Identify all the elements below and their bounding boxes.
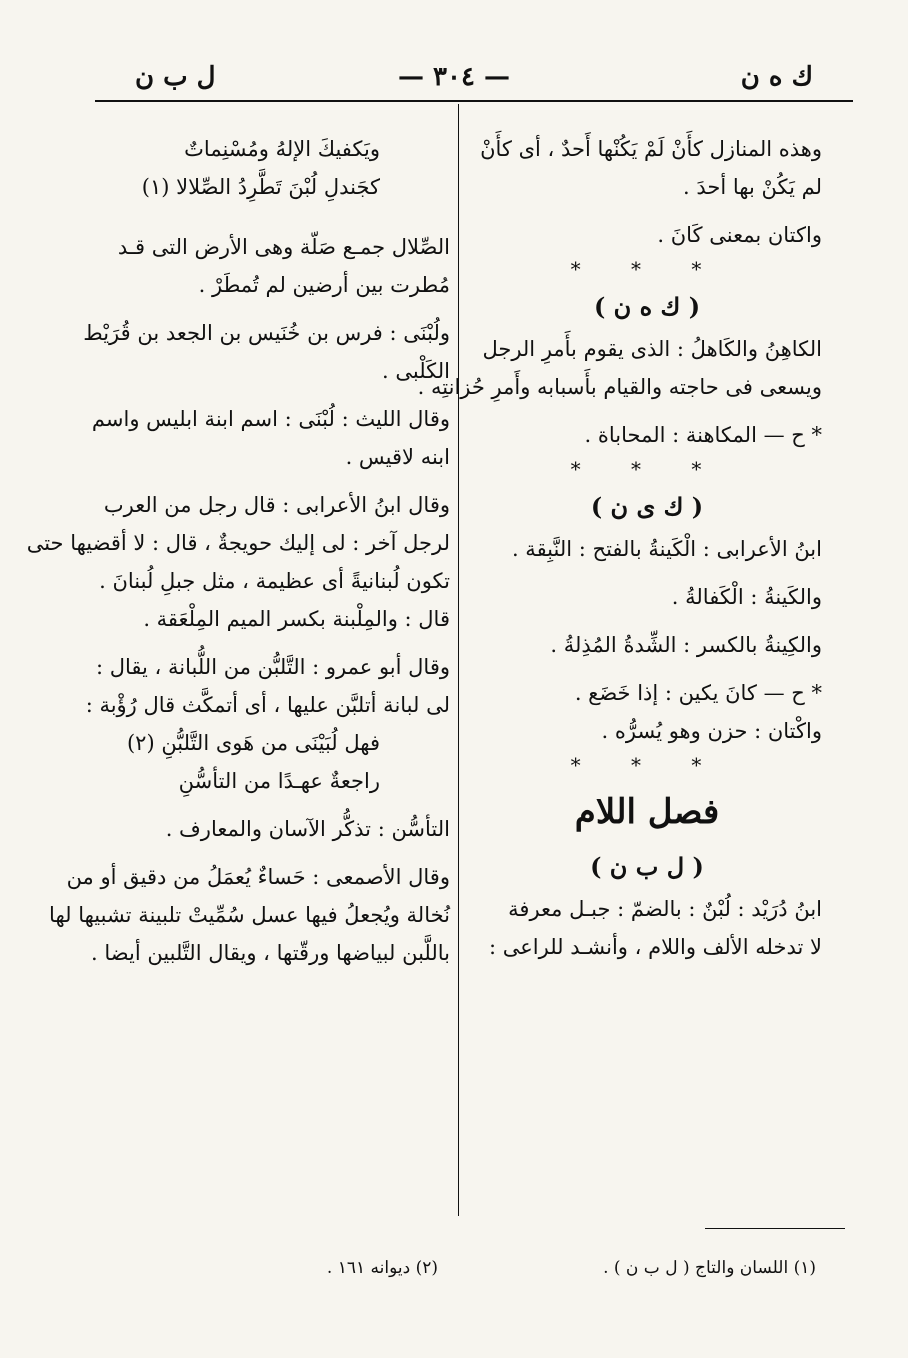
text-line: نُخالة ويُجعلُ فيها عسل سُمِّيتْ تلبينة تشبيها لها xyxy=(49,903,450,927)
poem-line: كجَندلِ لُبْنَ تَطَّرِدُ الصِّلالا (١) xyxy=(141,175,380,199)
text-line: ابنُ الأعرابى : الْكَينةُ بالفتح : النَّبِقة . xyxy=(511,537,822,561)
text-line: وقال الأصمعى : حَساءٌ يُعمَلُ من دقيق أو من xyxy=(66,865,450,889)
header-rule xyxy=(95,100,853,102)
section-heading-khn: ( ك ه ن ) xyxy=(593,292,701,321)
text-line: ابنُ دُرَيْد : لُبْنٌ : بالضمّ : جبـل معرفة xyxy=(508,897,822,921)
text-line: لى لبانة أتلبَّن عليها ، أى أتمكَّث قال رُؤْبة : xyxy=(85,693,450,717)
section-heading-lbn: ( ل ب ن ) xyxy=(590,852,704,881)
section-separator: * * * xyxy=(570,753,724,777)
text-line: واكتان بمعنى كَانَ . xyxy=(657,223,822,247)
text-line: التأسُّن : تذكُّر الآسان والمعارف . xyxy=(165,817,450,841)
text-line: والكَينةُ : الْكَفالةُ . xyxy=(671,585,822,609)
text-line: * ح — المكاهنة : المحاباة . xyxy=(584,423,822,447)
text-line: الكَلْبى . xyxy=(382,359,450,383)
poem-line: راجعةٌ عهـدًا من التأسُّنِ xyxy=(178,769,380,793)
poem-line: ويَكفيكَ الإلهُ ومُسْنِماتٌ xyxy=(184,137,380,161)
chapter-heading: فصل اللام xyxy=(574,792,720,832)
text-line: الصِّلال جمـع صَلّة وهى الأرض التى قـد xyxy=(117,235,450,259)
text-line: والكِينةُ بالكسر : الشِّدةُ المُذِلةُ . xyxy=(550,633,822,657)
right-column xyxy=(417,130,822,966)
text-line: قال : والمِلْبنة بكسر الميم المِلْعَقة . xyxy=(143,607,450,631)
header-root-left: ل ب ن xyxy=(135,62,216,92)
poem-line: فهل لُبَيْنَى من هَوى التَّلبُّنِ (٢) xyxy=(126,731,380,755)
text-line: وقال أبو عمرو : التَّلبُّن من اللُّبانة ، يقال : xyxy=(96,655,450,679)
text-line: مُطرت بين أرضين لم تُمطَرْ . xyxy=(198,273,450,297)
footnote-rule xyxy=(705,1228,845,1229)
text-line: لم يَكُنْ بها أحدَ . xyxy=(683,175,822,199)
section-separator: * * * xyxy=(570,457,724,481)
text-line: ابنه لاقيس . xyxy=(345,445,450,469)
footnote-1: (١) اللسان والتاج ( ل ب ن ) . xyxy=(603,1258,816,1278)
text-line: وهذه المنازل كأَنْ لَمْ يَكُنْها أَحدٌ ، أى كأَنْ xyxy=(480,137,822,161)
left-column xyxy=(26,130,450,972)
text-line: وقال ابنُ الأعرابى : قال رجل من العرب xyxy=(103,493,450,517)
text-line: الكاهِنُ والكَاهلُ : الذى يقوم بأَمرِ الرجل xyxy=(482,337,822,361)
header-root-right: ك ه ن xyxy=(740,62,813,92)
section-separator: * * * xyxy=(570,257,724,281)
text-line: باللَّبن لبياضها ورقّتها ، ويقال التَّلبين أيضا . xyxy=(91,941,450,965)
column-divider xyxy=(458,104,459,1216)
text-line: لا تدخله الألف واللام ، وأنشـد للراعى : xyxy=(488,935,822,959)
section-heading-kyn: ( ك ى ن ) xyxy=(590,492,704,521)
text-line: ويسعى فى حاجته والقيام بأَسبابه وأَمرِ حُزانتِه . xyxy=(417,375,822,399)
text-line: واكْتان : حزن وهو يُسرُّه . xyxy=(601,719,822,743)
text-line: ولُبْنَى : فرس بن خُنَيس بن الجعد بن قُرَيْط xyxy=(83,321,450,345)
text-line: تكون لُبنانيةً أى عظيمة ، مثل جبلِ لُبنانَ . xyxy=(99,569,450,593)
page-number: — ٣٠٤ — xyxy=(397,62,511,92)
text-line: لرجل آخر : لى إليك حويجةٌ ، قال : لا أقضيها حتى xyxy=(26,531,450,555)
text-line: وقال الليث : لُبْنَى : اسم ابنة ابليس واسم xyxy=(91,407,450,431)
text-line: * ح — كانَ يكين : إذا خَضَع . xyxy=(574,681,822,705)
footnote-2: (٢) ديوانه ١٦١ . xyxy=(326,1258,438,1278)
